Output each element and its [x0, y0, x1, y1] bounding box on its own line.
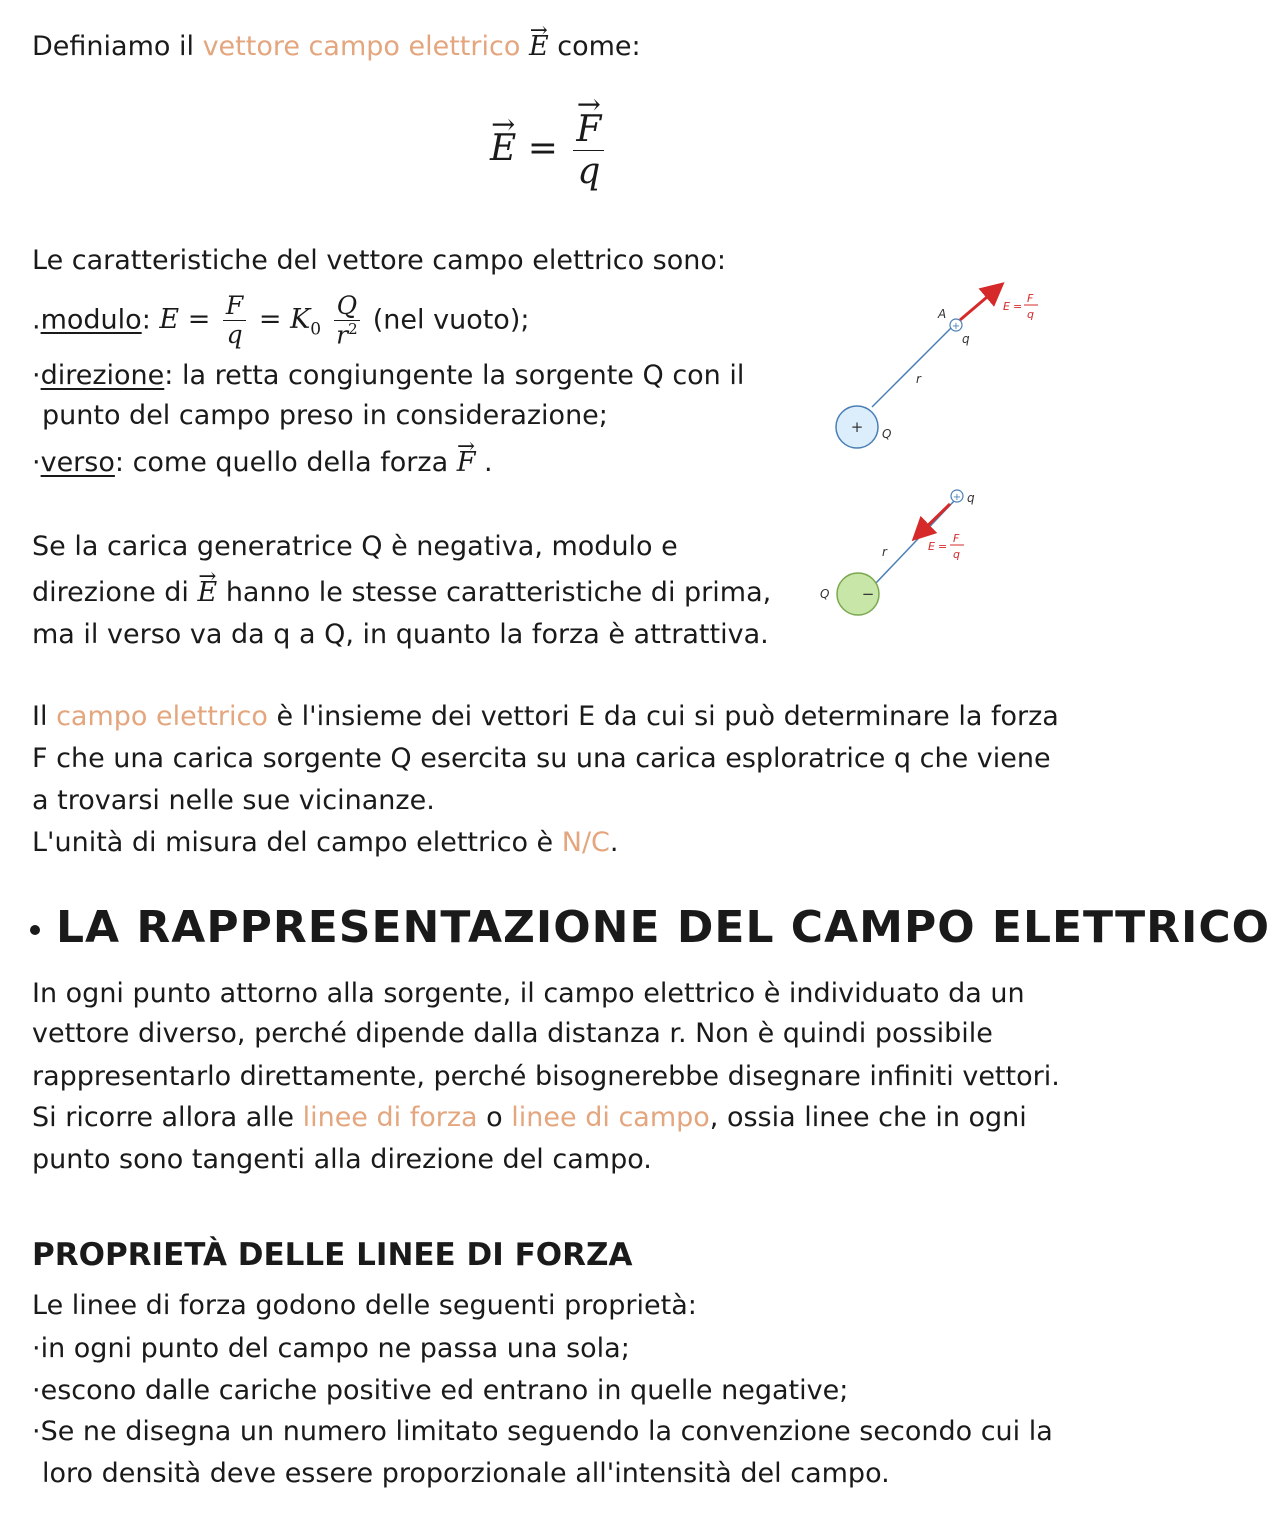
linee-campo-highlight: linee di campo [511, 1102, 710, 1133]
property-bullet-3: ·Se ne disegna un numero limitato seguendo la convenzione secondo cui la [32, 1416, 1053, 1447]
campo-line-4: L'unità di misura del campo elettrico è N/C. [32, 827, 619, 858]
svg-text:=: = [1013, 300, 1023, 313]
campo-highlight: campo elettrico [56, 701, 268, 732]
section1-line-4: Si ricorre allora alle linee di forza o linee di campo, ossia linee che in ogni [32, 1102, 1027, 1133]
direzione-label: direzione [40, 360, 165, 391]
intro-text: Definiamo il [32, 31, 194, 62]
source-label: Q [882, 427, 892, 441]
svg-text:q: q [1027, 308, 1034, 321]
modulo-note: (nel vuoto); [372, 304, 530, 336]
section1-line-3: rappresentarlo direttamente, perché bisognerebbe disegnare infiniti vettori. [32, 1061, 1060, 1092]
svg-text:E: E [1003, 300, 1010, 313]
negative-line-3: ma il verso va da q a Q, in quanto la forza è attrattiva. [32, 619, 769, 650]
property-bullet-1: ·in ogni punto del campo ne passa una sola; [32, 1333, 630, 1364]
property-bullet-3-cont: loro densità deve essere proporzionale all'intensità del campo. [42, 1458, 890, 1489]
distance-label: r [916, 372, 921, 386]
intro-suffix: come: [557, 31, 641, 62]
negative-line-2: direzione di → E hanno le stesse caratteristiche di prima, [32, 572, 771, 614]
unit-highlight: N/C [561, 827, 610, 858]
char-direzione: ·direzione: la retta congiungente la sorgente Q con il [32, 360, 745, 391]
intro-highlight: vettore campo elettrico [202, 31, 521, 62]
diagram-negative-charge [810, 482, 1010, 632]
source-sign: − [861, 585, 875, 603]
section1-line-1: In ogni punto attorno alla sorgente, il campo elettrico è individuato da un [32, 978, 1025, 1009]
formula-eq: = [527, 128, 558, 169]
verso-label: verso [40, 447, 115, 478]
section-title-properties: PROPRIETÀ DELLE LINEE DI FORZA [32, 1237, 633, 1273]
intro-vector-E: → E [529, 26, 549, 68]
field-formula-label [928, 532, 964, 561]
source-sign: + [850, 418, 864, 436]
field-formula-label [1003, 292, 1038, 321]
formula-denominator: q [577, 150, 601, 192]
distance-label: r [882, 545, 887, 559]
formula-lhs: → E [490, 128, 516, 169]
linee-forza-highlight: linee di forza [302, 1102, 478, 1133]
modulo-formula: E = $\frac{F}{q}$ = $K_0$ $\frac{Q}{r^2}$ [159, 304, 372, 335]
char-verso: ·verso: come quello della forza → F . [32, 442, 493, 484]
test-label: q [962, 332, 970, 346]
campo-line-1: Il campo elettrico è l'insieme dei vettori E da cui si può determinare la forza [32, 701, 1059, 732]
section-title-representation: LA RAPPRESENTAZIONE DEL CAMPO ELETTRICO [30, 902, 1270, 953]
svg-text:F: F [953, 532, 960, 545]
svg-text:E: E [928, 540, 935, 553]
svg-text:+: + [951, 321, 961, 332]
distance-line [872, 327, 952, 407]
campo-line-3: a trovarsi nelle sue vicinanze. [32, 785, 435, 816]
svg-text:+: + [952, 492, 962, 503]
svg-text:F: F [1027, 292, 1034, 305]
section1-line-5: punto sono tangenti alla direzione del campo. [32, 1144, 652, 1175]
source-label: Q [820, 587, 830, 601]
svg-text:q: q [953, 548, 960, 561]
verso-vector-F: → F [457, 442, 476, 484]
point-label: A [938, 307, 947, 321]
field-formula [490, 110, 608, 192]
char-intro: Le caratteristiche del vettore campo elettrico sono: [32, 245, 726, 276]
intro-line [32, 26, 641, 68]
property-bullet-2: ·escono dalle cariche positive ed entrano in quelle negative; [32, 1375, 849, 1406]
char-modulo: .modulo: E = $\frac{F}{q}$ = $K_0$ $\frac{Q}{r^2}$ (nel vuoto); [32, 291, 530, 349]
section1-line-2: vettore diverso, perché dipende dalla distanza r. Non è quindi possibile [32, 1018, 993, 1049]
campo-line-2: F che una carica sorgente Q esercita su una carica esploratrice q che viene [32, 743, 1051, 774]
negative-line-1: Se la carica generatrice Q è negativa, modulo e [32, 531, 678, 562]
test-label: q [967, 491, 975, 505]
negative-vector-E: → E [198, 572, 218, 614]
field-vector-arrow [960, 286, 1000, 320]
svg-text:=: = [938, 540, 948, 553]
section2-intro: Le linee di forza godono delle seguenti proprietà: [32, 1290, 697, 1321]
modulo-label: modulo [40, 304, 142, 336]
formula-fraction [573, 110, 604, 192]
field-vector-arrow [916, 504, 950, 537]
direzione-text: punto del campo preso in considerazione; [42, 400, 608, 431]
formula-numerator: → F [576, 110, 601, 150]
diagram-positive-charge [820, 270, 1060, 460]
